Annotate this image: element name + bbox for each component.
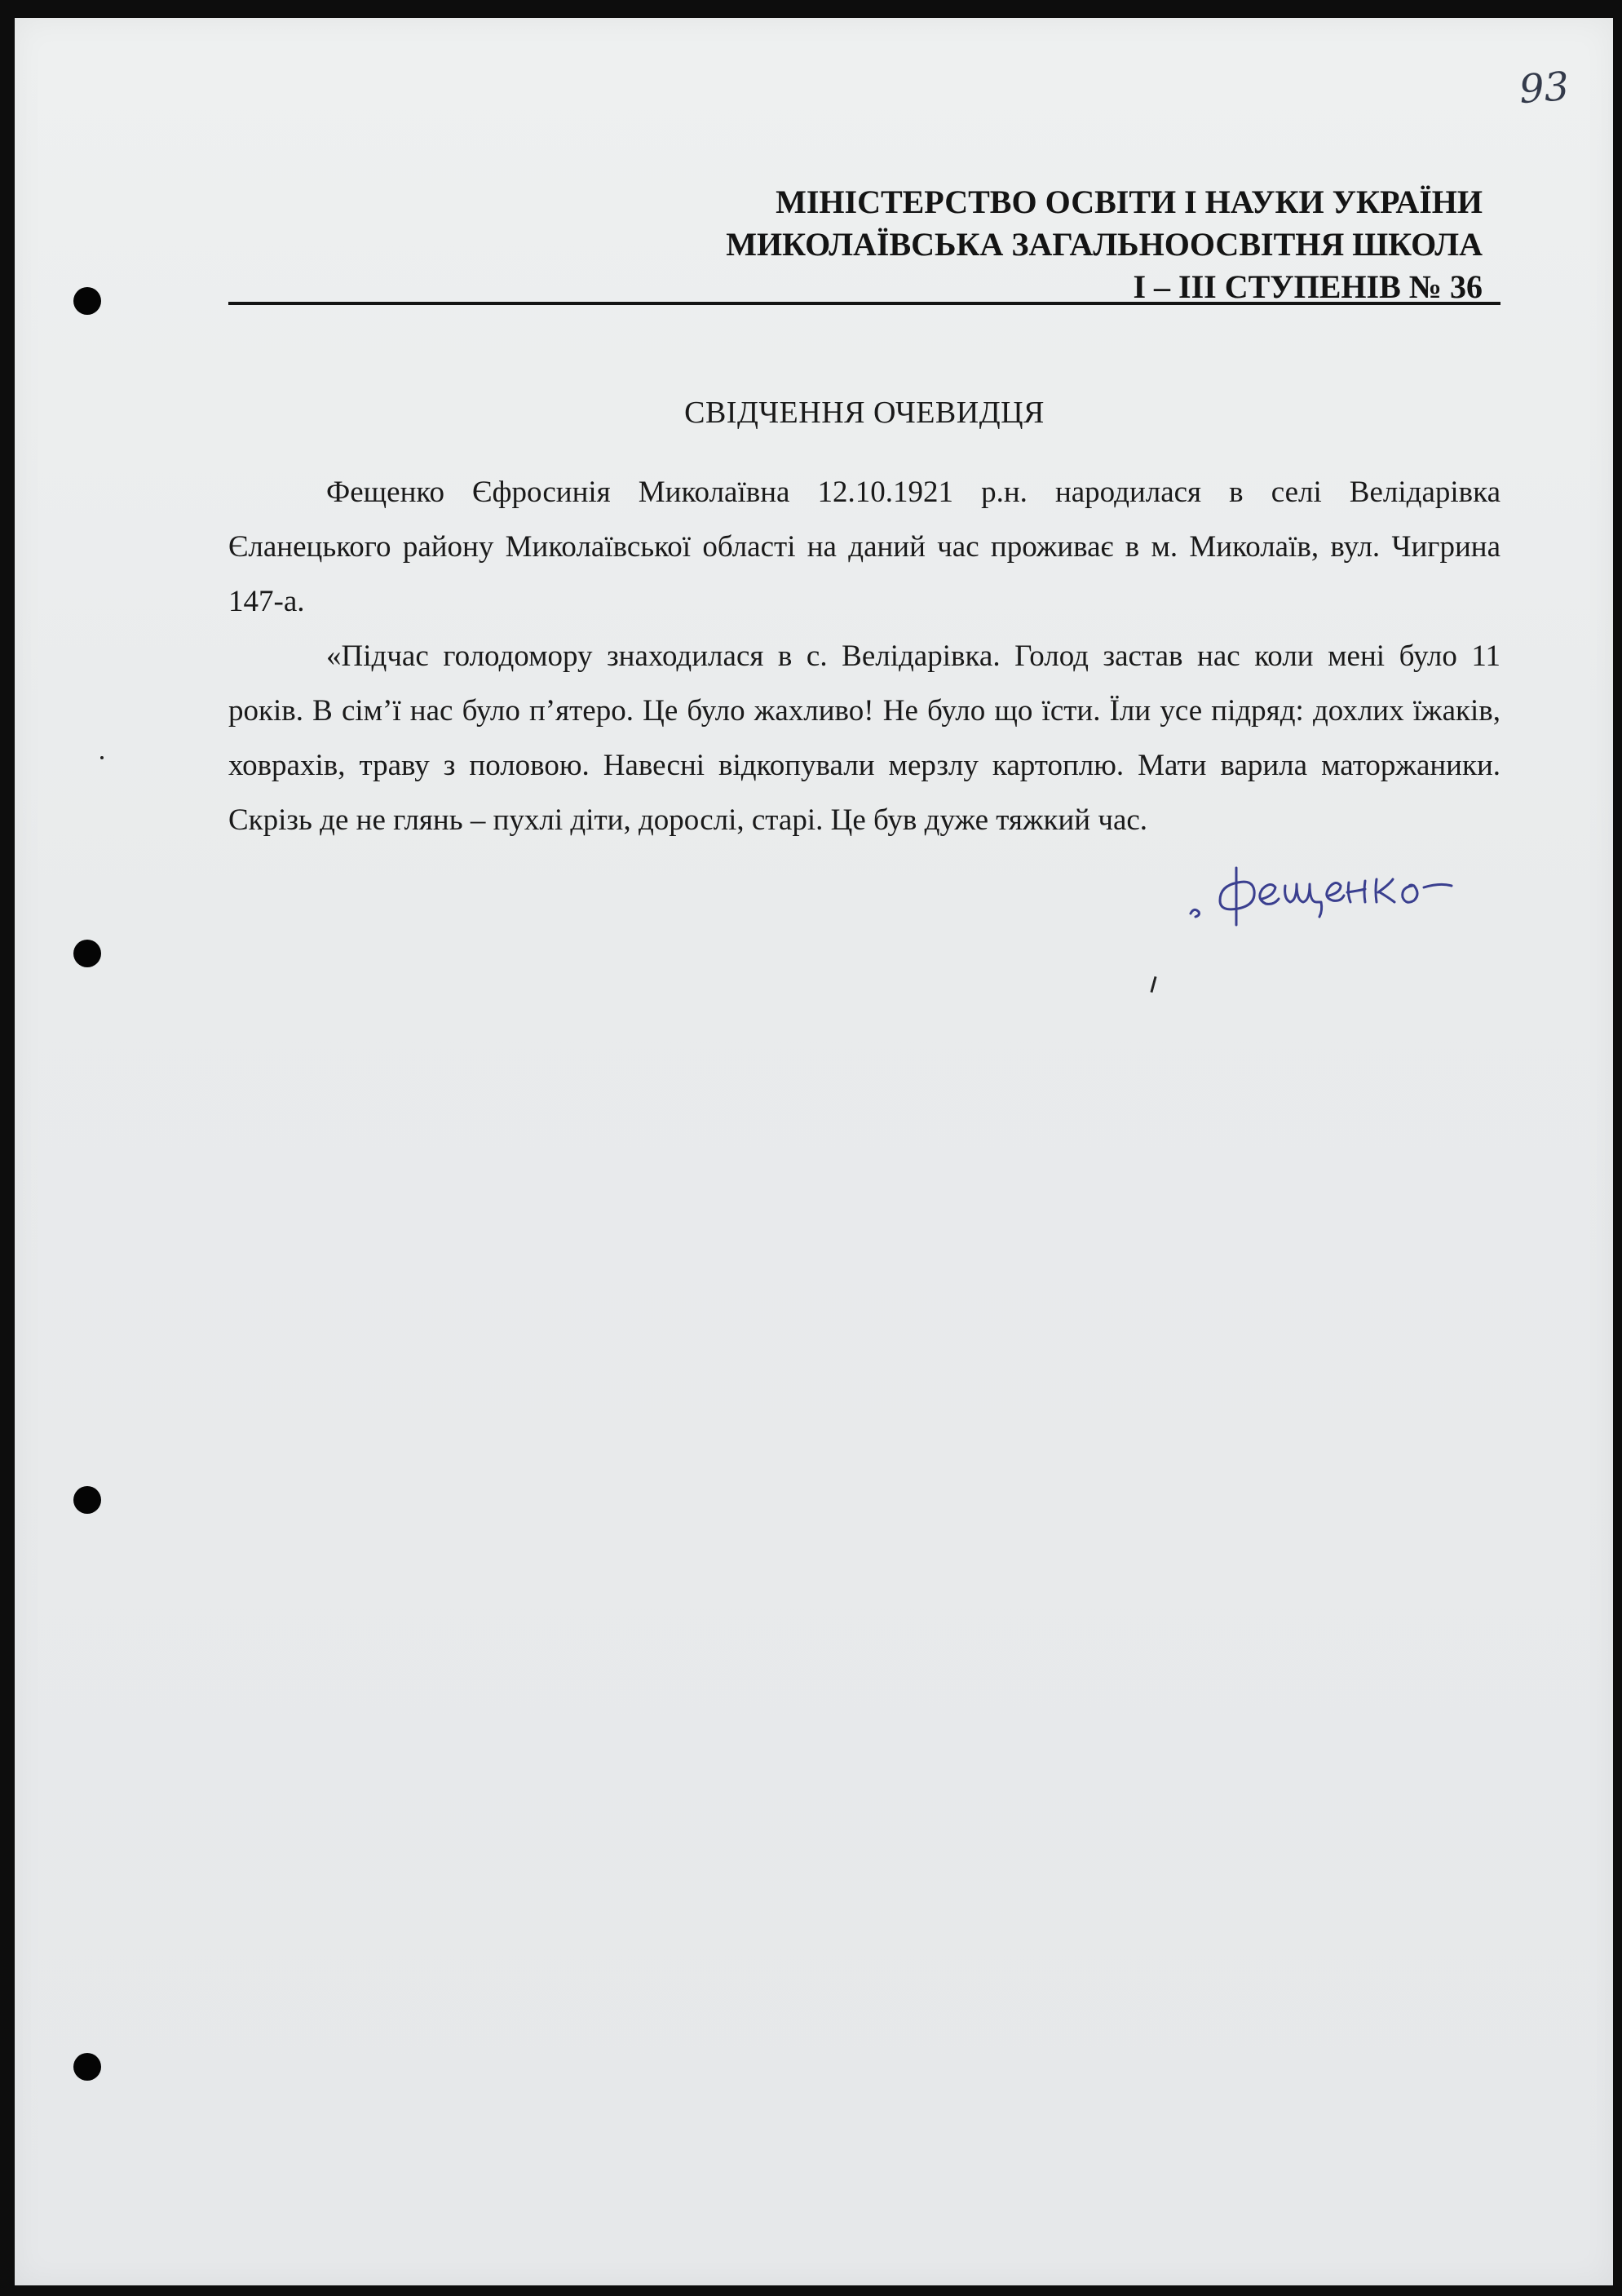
letterhead-school: МИКОЛАЇВСЬКА ЗАГАЛЬНООСВІТНЯ ШКОЛА (726, 226, 1483, 263)
punch-hole (73, 1486, 101, 1514)
punch-hole (73, 940, 101, 967)
scan-speck (1150, 976, 1156, 993)
handwritten-signature (1181, 850, 1507, 940)
paragraph-witness-info: Фещенко Єфросинія Миколаївна 12.10.1921 р.н. народилася в селі Велідарівка Єланецького району Миколаївської області на даний час проживає в м. Миколаїв, вул. Чигрина 147-а. (228, 476, 1500, 618)
archive-page-number: 93 (1518, 63, 1571, 113)
letterhead-ministry: МІНІСТЕРСТВО ОСВІТИ І НАУКИ УКРАЇНИ (776, 184, 1483, 220)
header-divider (228, 302, 1500, 305)
letterhead (178, 181, 1483, 308)
punch-hole (73, 2053, 101, 2081)
document-title: СВІДЧЕННЯ ОЧЕВИДЦЯ (684, 396, 1045, 430)
punch-hole (73, 287, 101, 315)
document-page (15, 18, 1613, 2285)
letterhead-school-level: І – ІІІ СТУПЕНІВ № 36 (1133, 268, 1483, 305)
scan-speck (100, 756, 104, 759)
document-body (228, 465, 1500, 847)
paragraph-testimony: «Підчас голодомору знаходилася в с. Велідарівка. Голод застав нас коли мені було 11 років. В сім’ї нас було п’ятеро. Це було жахливо! Не було що їсти. Їли усе підряд: дохлих їжаків, ховрахів, траву з половою. Навесні відкопували мерзлу картоплю. Мати варила маторжаники. Скрізь де не глянь – пухлі діти, дорослі, старі. Це був дуже тяжкий час. (228, 639, 1500, 837)
